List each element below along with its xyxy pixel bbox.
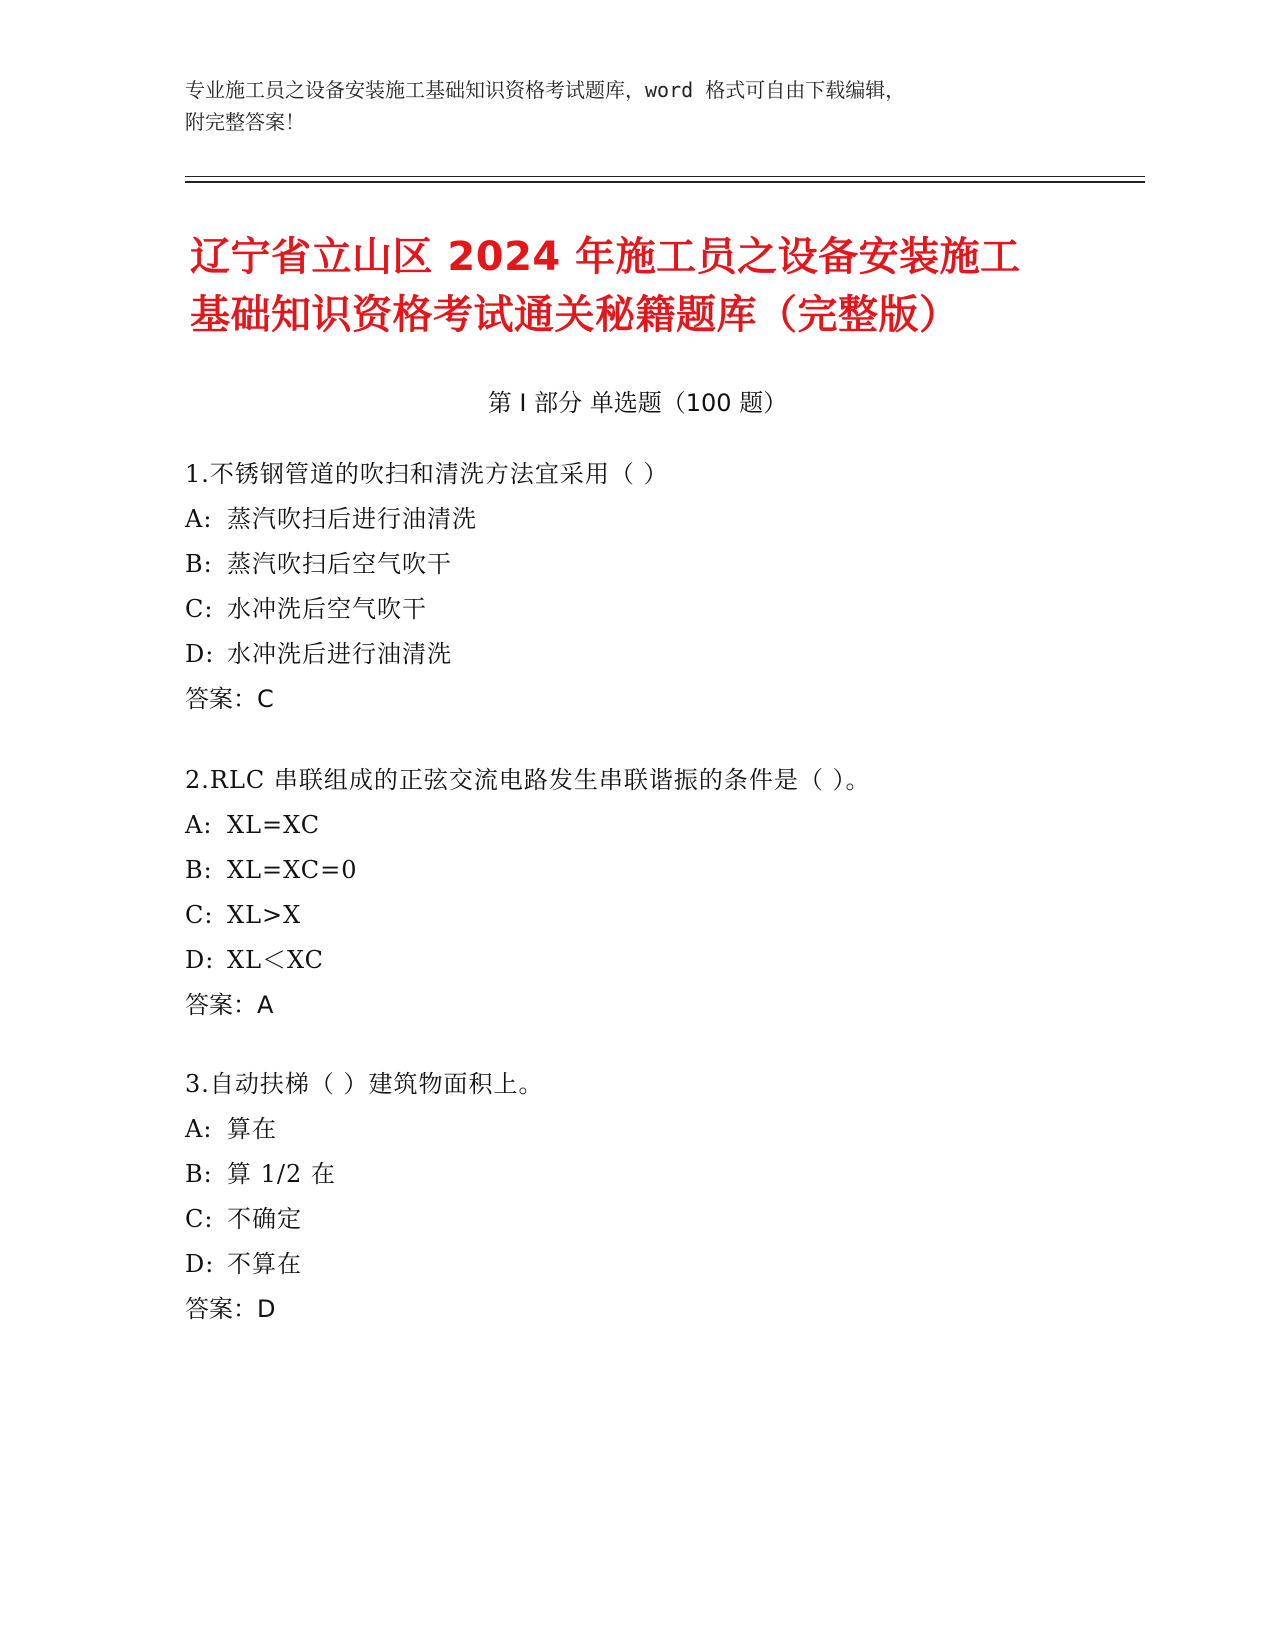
option-b bbox=[185, 1152, 1085, 1197]
answer-line: 答案：A bbox=[185, 991, 274, 1019]
option-letter: C: bbox=[185, 1205, 214, 1233]
option-text: 蒸汽吹扫后进行油清洗 bbox=[227, 505, 477, 533]
section-title: 第 I 部分 单选题（100 题） bbox=[487, 389, 788, 417]
document-title bbox=[190, 228, 1090, 344]
option-text: XL>X bbox=[227, 901, 302, 929]
option-letter: A: bbox=[185, 811, 213, 839]
document-title-line-2: 基础知识资格考试通关秘籍题库（完整版） bbox=[190, 292, 960, 338]
option-letter: B: bbox=[185, 1160, 213, 1188]
header-divider-thick bbox=[185, 181, 1145, 183]
option-text: 水冲洗后空气吹干 bbox=[227, 595, 427, 623]
option-letter: C: bbox=[185, 595, 214, 623]
option-d bbox=[185, 938, 1085, 983]
header-note bbox=[185, 74, 1065, 138]
option-d bbox=[185, 1242, 1085, 1287]
option-a bbox=[185, 1107, 1085, 1152]
option-a bbox=[185, 497, 1085, 542]
answer-line: 答案：D bbox=[185, 1295, 276, 1323]
option-text: 不确定 bbox=[227, 1205, 302, 1233]
header-note-line-2: 附完整答案！ bbox=[185, 110, 305, 134]
question-stem: 1.不锈钢管道的吹扫和清洗方法宜采用（ ） bbox=[185, 460, 669, 488]
option-text: 不算在 bbox=[227, 1250, 302, 1278]
option-c bbox=[185, 587, 1085, 632]
option-b bbox=[185, 542, 1085, 587]
option-c bbox=[185, 1197, 1085, 1242]
question-stem: 2.RLC 串联组成的正弦交流电路发生串联谐振的条件是（ ）。 bbox=[185, 766, 871, 794]
header-divider-thin bbox=[185, 176, 1145, 177]
question-1 bbox=[185, 452, 1085, 722]
option-text: XL=XC=0 bbox=[227, 856, 358, 884]
option-letter: D: bbox=[185, 1250, 215, 1278]
option-c bbox=[185, 893, 1085, 938]
option-letter: C: bbox=[185, 901, 214, 929]
option-letter: A: bbox=[185, 1115, 213, 1143]
question-stem: 3.自动扶梯（ ）建筑物面积上。 bbox=[185, 1070, 544, 1098]
question-3 bbox=[185, 1062, 1085, 1332]
option-b bbox=[185, 848, 1085, 893]
option-letter: D: bbox=[185, 946, 215, 974]
option-text: 蒸汽吹扫后空气吹干 bbox=[227, 550, 452, 578]
answer-line: 答案：C bbox=[185, 685, 274, 713]
option-letter: B: bbox=[185, 856, 213, 884]
option-letter: B: bbox=[185, 550, 213, 578]
option-a bbox=[185, 803, 1085, 848]
option-text: XL＜XC bbox=[227, 946, 325, 974]
document-title-line-1: 辽宁省立山区 2024 年施工员之设备安装施工 bbox=[190, 234, 1021, 280]
option-d bbox=[185, 632, 1085, 677]
option-text: XL=XC bbox=[227, 811, 321, 839]
option-text: 算 1/2 在 bbox=[227, 1160, 336, 1188]
option-letter: A: bbox=[185, 505, 213, 533]
option-text: 算在 bbox=[227, 1115, 277, 1143]
header-note-line-1: 专业施工员之设备安装施工基础知识资格考试题库，word 格式可自由下载编辑， bbox=[185, 78, 906, 102]
option-text: 水冲洗后进行油清洗 bbox=[227, 640, 452, 668]
option-letter: D: bbox=[185, 640, 215, 668]
question-2 bbox=[185, 758, 1085, 1028]
